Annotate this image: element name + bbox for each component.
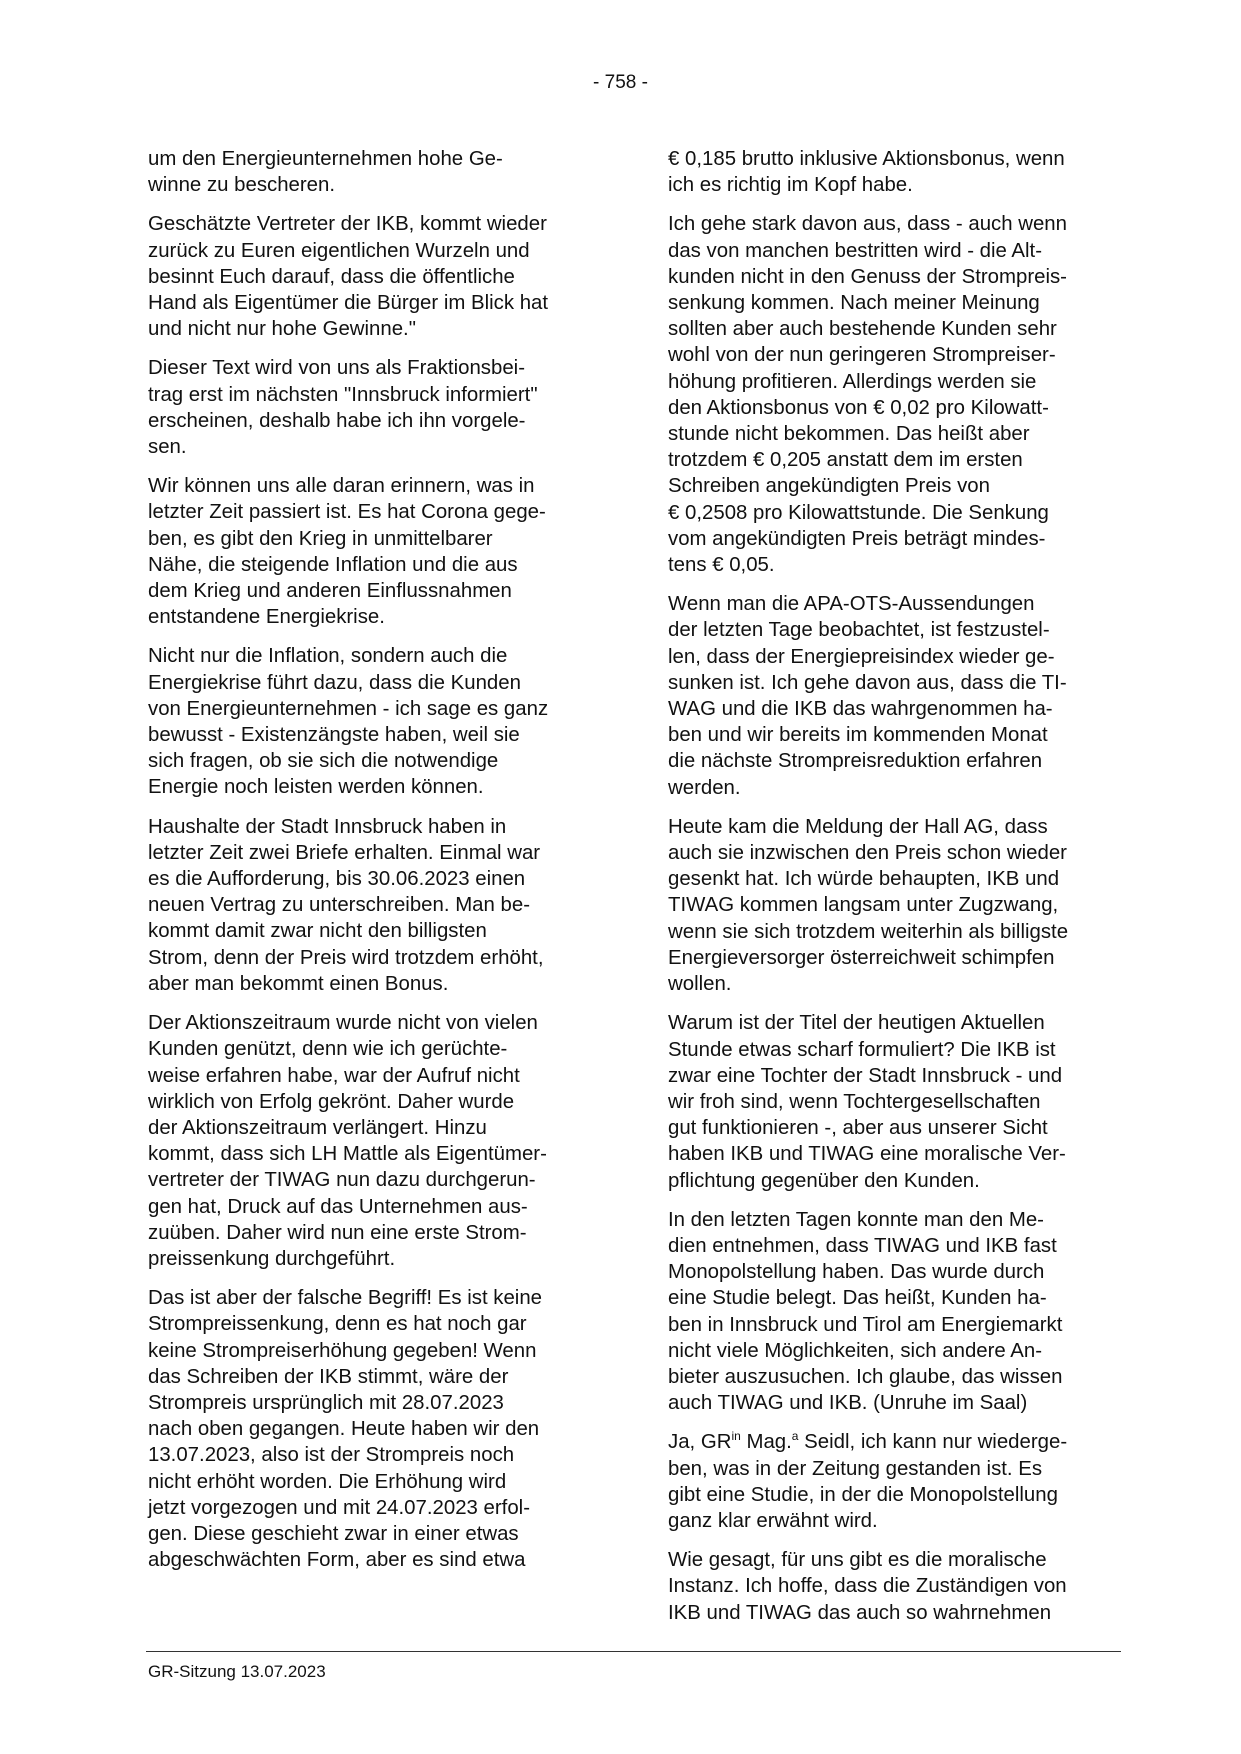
paragraph: Ich gehe stark davon aus, dass - auch wenn das von manchen bestritten wird - die Alt- kunden nicht in den Genuss der Strompreis- senkung kommen. Nach meiner Meinung sollten aber auch bestehende Kunden sehr wohl von der nun geringeren Strompreiser- höhung profitieren. Allerdings werden sie den Aktionsbonus von € 0,02 pro Kilowatt- stunde nicht bekommen. Das heißt aber trotzdem € 0,205 anstatt dem im ersten Schreiben angekündigten Preis von € 0,2508 pro Kilowattstunde. Die Senkung vom angekündigten Preis beträgt mindes- tens € 0,05. [668, 213, 1067, 577]
paragraph: Haushalte der Stadt Innsbruck haben in letzter Zeit zwei Briefe erhalten. Einmal war es die Aufforderung, bis 30.06.2023 einen neuen Vertrag zu unterschreiben. Man be- kommt damit zwar nicht den billigsten Strom, denn der Preis wird trotzdem erhöht, aber man bekommt einen Bonus. [148, 815, 544, 995]
right-column [668, 146, 1116, 1639]
paragraph: Heute kam die Meldung der Hall AG, dass auch sie inzwischen den Preis schon wieder gesenkt hat. Ich würde behaupten, IKB und TIWAG kommen langsam unter Zugzwang, wenn sie sich trotzdem weiterhin als billigste Energieversorger österreichweit schimpfen wollen. [668, 815, 1069, 996]
paragraph: Das ist aber der falsche Begriff! Es ist keine Strompreissenkung, denn es hat noch gar keine Strompreiserhöhung gegeben! Wenn das Schreiben der IKB stimmt, wäre der Strompreis ursprünglich mit 28.07.2023 nach oben gegangen. Heute haben wir den 13.07.2023, also ist der Strompreis noch nicht erhöht worden. Die Erhöhung wird jetzt vorgezogen und mit 24.07.2023 erfol- gen. Diese geschieht zwar in einer etwas abgeschwächten Form, aber es sind etwa [148, 1287, 543, 1572]
paragraph: Nicht nur die Inflation, sondern auch die Energiekrise führt dazu, dass die Kunden von Energieunternehmen - ich sage es ganz bewusst - Existenzängste haben, weil sie sich fragen, ob sie sich die notwendige Energie noch leisten werden können. [148, 645, 549, 799]
footer-session-date: GR-Sitzung 13.07.2023 [148, 1662, 326, 1681]
paragraph: € 0,185 brutto inklusive Aktionsbonus, wenn ich es richtig im Kopf habe. [668, 148, 1065, 197]
footer-divider [146, 1651, 1121, 1652]
paragraph-seidl [668, 1429, 1116, 1534]
seidl-rest: Seidl, ich kann nur wiederge- ben, was in der Zeitung gestanden ist. Es gibt eine Studie, in der die Monopolstellung ganz klar erwähnt wird. [668, 1431, 1068, 1532]
paragraph: Wie gesagt, für uns gibt es die moralische Instanz. Ich hoffe, dass die Zuständigen von IKB und TIWAG das auch so wahrnehmen [668, 1549, 1067, 1624]
paragraph: Wir können uns alle daran erinnern, was in letzter Zeit passiert ist. Es hat Corona gege- ben, es gibt den Krieg in unmittelbarer Nähe, die steigende Inflation und die aus dem Krieg und anderen Einflussnahmen entstandene Energiekrise. [148, 475, 546, 629]
paragraph: Der Aktionszeitraum wurde nicht von vielen Kunden genützt, denn wie ich gerüchte- weise erfahren habe, war der Aufruf nicht wirklich von Erfolg gekrönt. Daher wurde der Aktionszeitraum verlängert. Hinzu kommt, dass sich LH Mattle als Eigentümer- vertreter der TIWAG nun dazu durchgerun- gen hat, Druck auf das Unternehmen aus- zuüben. Daher wird nun eine erste Strom- preissenkung durchgeführt. [148, 1012, 547, 1270]
superscript-a: a [791, 1429, 799, 1444]
paragraph: Dieser Text wird von uns als Fraktionsbei- trag erst im nächsten "Innsbruck informiert" erscheinen, deshalb habe ich ihn vorgele- sen. [148, 357, 538, 459]
left-column [148, 146, 596, 1586]
paragraph: um den Energieunternehmen hohe Ge- winne zu bescheren. [148, 148, 503, 197]
seidl-mag: Mag. [740, 1431, 792, 1454]
paragraph: Wenn man die APA-OTS-Aussendungen der letzten Tage beobachtet, ist festzustel- len, dass der Energiepreisindex wieder ge- sunken ist. Ich gehe davon aus, dass die TI- WAG und die IKB das wahrgenommen ha- ben und wir bereits im kommenden Monat die nächste Strompreisreduktion erfahren werden. [668, 593, 1067, 799]
page-number: - 758 - [593, 72, 648, 93]
paragraph: In den letzten Tagen konnte man den Me- dien entnehmen, dass TIWAG und IKB fast Monopolstellung haben. Das wurde durch eine Studie belegt. Das heißt, Kunden ha- ben in Innsbruck und Tirol am Energiemarkt nicht viele Möglichkeiten, sich andere An- bieter auszusuchen. Ich glaube, das wissen auch TIWAG und IKB. (Unruhe im Saal) [668, 1208, 1063, 1415]
paragraph: Warum ist der Titel der heutigen Aktuellen Stunde etwas scharf formuliert? Die IKB ist zwar eine Tochter der Stadt Innsbruck - und wir froh sind, wenn Tochtergesellschaften gut funktionieren -, aber aus unserer Sicht haben IKB und TIWAG eine moralische Ver- pflichtung gegenüber den Kunden. [668, 1012, 1066, 1192]
paragraph: Geschätzte Vertreter der IKB, kommt wieder zurück zu Euren eigentlichen Wurzeln und besinnt Euch darauf, dass die öffentliche Hand als Eigentümer die Bürger im Blick hat und nicht nur hohe Gewinne." [148, 213, 549, 341]
superscript-in: in [731, 1429, 741, 1444]
seidl-lead: Ja, GR [668, 1431, 732, 1454]
